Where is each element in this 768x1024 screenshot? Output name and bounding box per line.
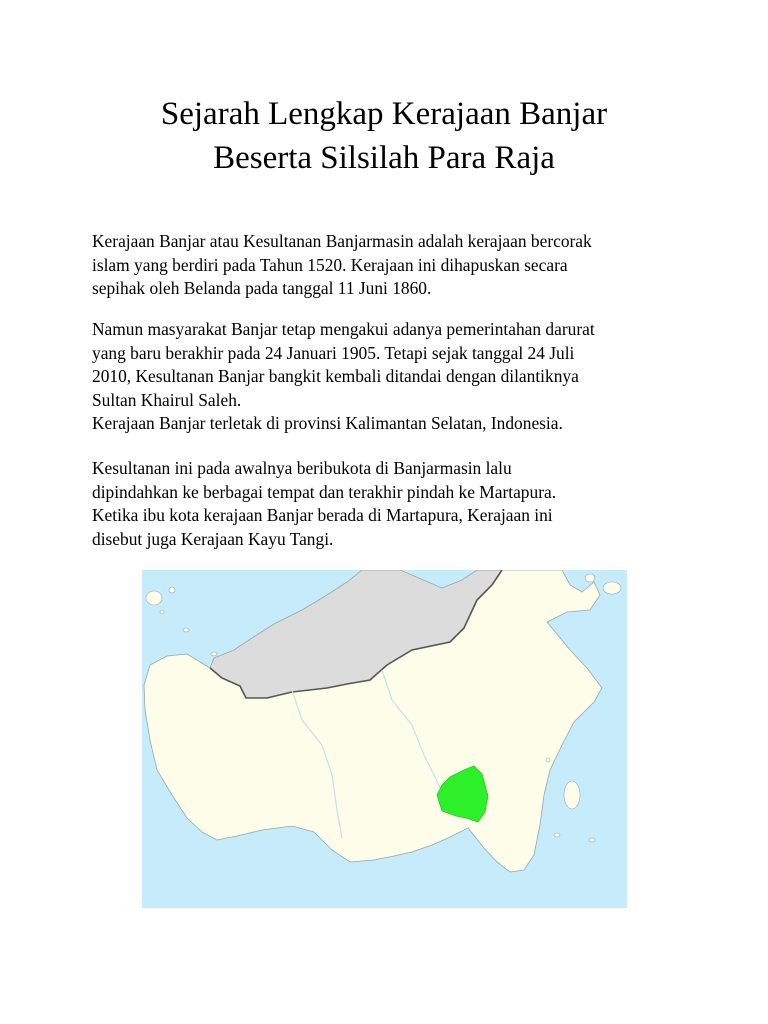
- paragraph-line: Kesultanan ini pada awalnya beribukota di Banjarmasin lalu: [92, 458, 512, 478]
- map-island: [211, 652, 217, 656]
- paragraph-line: 2010, Kesultanan Banjar bangkit kembali ditandai dengan dilantiknya: [92, 366, 579, 386]
- map-island: [183, 628, 189, 632]
- paragraph-line: Ketika ibu kota kerajaan Banjar berada di Martapura, Kerajaan ini: [92, 505, 553, 525]
- paragraph-revival: [92, 318, 692, 436]
- paragraph-line: yang baru berakhir pada 24 Januari 1905. Tetapi sejak tanggal 24 Juli: [92, 342, 575, 363]
- page-title-line-1: Sejarah Lengkap Kerajaan Banjar: [160, 96, 608, 132]
- map-island: [589, 838, 595, 842]
- map-island: [169, 587, 175, 593]
- paragraph-line: Sultan Khairul Saleh.: [92, 389, 242, 410]
- paragraph-founding: [92, 230, 692, 301]
- paragraph-line: islam yang berdiri pada Tahun 1520. Kerajaan ini dihapuskan secara: [92, 254, 568, 275]
- paragraph-line: dipindahkan ke berbagai tempat dan terakhir pindah ke Martapura.: [92, 481, 557, 502]
- page-title: [0, 92, 768, 180]
- borneo-map: [142, 570, 627, 908]
- map-island: [554, 833, 560, 837]
- paragraph-line: sepihak oleh Belanda pada tanggal 11 Juni 1860.: [92, 278, 432, 298]
- paragraph-line: Namun masyarakat Banjar tetap mengakui adanya pemerintahan darurat: [92, 319, 595, 339]
- map-island: [585, 574, 595, 582]
- map-island: [603, 582, 621, 594]
- paragraph-line: disebut juga Kerajaan Kayu Tangi.: [92, 528, 334, 549]
- page-title-line-2: Beserta Silsilah Para Raja: [213, 140, 555, 176]
- paragraph-capital: [92, 457, 692, 551]
- map-island: [546, 758, 550, 762]
- map-island: [160, 610, 164, 614]
- map-island: [564, 781, 580, 809]
- map-island: [146, 591, 162, 605]
- paragraph-line: Kerajaan Banjar atau Kesultanan Banjarmasin adalah kerajaan bercorak: [92, 231, 592, 251]
- paragraph-line: Kerajaan Banjar terletak di provinsi Kalimantan Selatan, Indonesia.: [92, 413, 563, 433]
